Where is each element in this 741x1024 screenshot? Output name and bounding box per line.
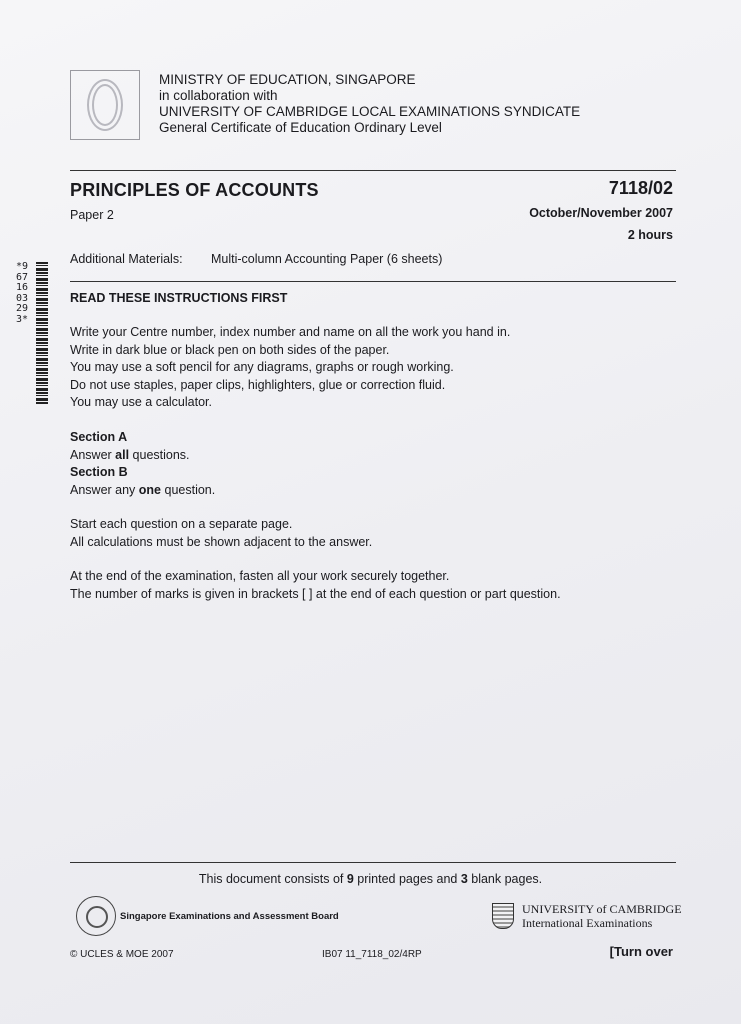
section-b-emph: one [138,482,162,497]
instruction-line: Write in dark blue or black pen on both sides of the paper. [70,342,390,357]
materials-divider [70,281,676,282]
paper-number: Paper 2 [70,208,114,222]
issuer-line: General Certificate of Education Ordinary Level [159,120,442,135]
document-reference: IB07 11_7118_02/4RP [322,949,422,960]
blank-count: 3 [460,872,468,886]
consists-mid: printed pages and [353,872,461,886]
seab-logo [76,896,339,936]
section-b-post: question. [161,482,216,497]
materials-value: Multi-column Accounting Paper (6 sheets) [211,252,443,266]
sections-block [70,429,215,499]
section-a-instruction [70,447,215,465]
additional-materials [70,252,443,266]
instruction-line: Start each question on a separate page. [70,517,293,531]
section-b-pre: Answer any [70,482,139,497]
section-a-title: Section A [70,430,128,444]
exam-session: October/November 2007 [529,206,673,220]
instruction-line: Do not use staples, paper clips, highlighters, glue or correction fluid. [70,377,446,392]
issuer-line: in collaboration with [159,88,278,103]
cambridge-text [522,902,682,930]
instruction-line: At the end of the examination, fasten all your work securely together. [70,569,450,583]
instruction-line: All calculations must be shown adjacent to the answer. [70,534,373,549]
answer-guidance [70,516,372,551]
cambridge-line2: International Examinations [522,916,653,930]
barcode-number: *9671603293* [15,261,29,325]
header-divider [70,170,676,171]
section-a-post: questions. [129,447,190,462]
instructions-heading-block [70,290,287,308]
o-letter-icon [87,79,123,131]
printed-count: 9 [346,872,354,886]
section-b-instruction [70,482,215,500]
issuer-block [159,72,580,136]
issuer-line: UNIVERSITY OF CAMBRIDGE LOCAL EXAMINATIONS SYNDICATE [159,104,581,119]
instruction-line: You may use a calculator. [70,395,212,409]
turn-over-note: [Turn over [609,944,673,959]
section-a-emph: all [115,447,130,462]
seab-name: Singapore Examinations and Assessment Board [120,910,339,922]
copyright: © UCLES & MOE 2007 [70,949,174,960]
instructions-list [70,324,510,412]
subject-title: PRINCIPLES OF ACCOUNTS [70,180,319,200]
instruction-line: You may use a soft pencil for any diagrams, graphs or rough working. [70,360,454,374]
consists-pre: This document consists of [198,872,347,886]
instruction-line: Write your Centre number, index number and name on all the work you hand in. [70,325,511,339]
barcode-icon [36,262,48,404]
cambridge-line1: UNIVERSITY of CAMBRIDGE [522,902,682,916]
section-a-pre: Answer [70,447,116,462]
o-level-logo [70,70,140,140]
issuer-line: MINISTRY OF EDUCATION, SINGAPORE [159,72,416,87]
cambridge-logo [492,902,682,930]
syllabus-code: 7118/02 [608,178,673,198]
end-guidance [70,568,561,603]
page-count-note [0,872,741,886]
section-b-title: Section B [70,465,128,479]
consists-post: blank pages. [467,872,543,886]
seab-emblem-icon [76,896,116,936]
instruction-line: The number of marks is given in brackets [ ] at the end of each question or part question. [70,586,561,601]
instructions-heading: READ THESE INSTRUCTIONS FIRST [70,291,288,305]
cambridge-shield-icon [492,903,514,929]
exam-duration: 2 hours [627,228,673,242]
materials-label: Additional Materials: [70,252,183,266]
footer-divider [70,862,676,863]
